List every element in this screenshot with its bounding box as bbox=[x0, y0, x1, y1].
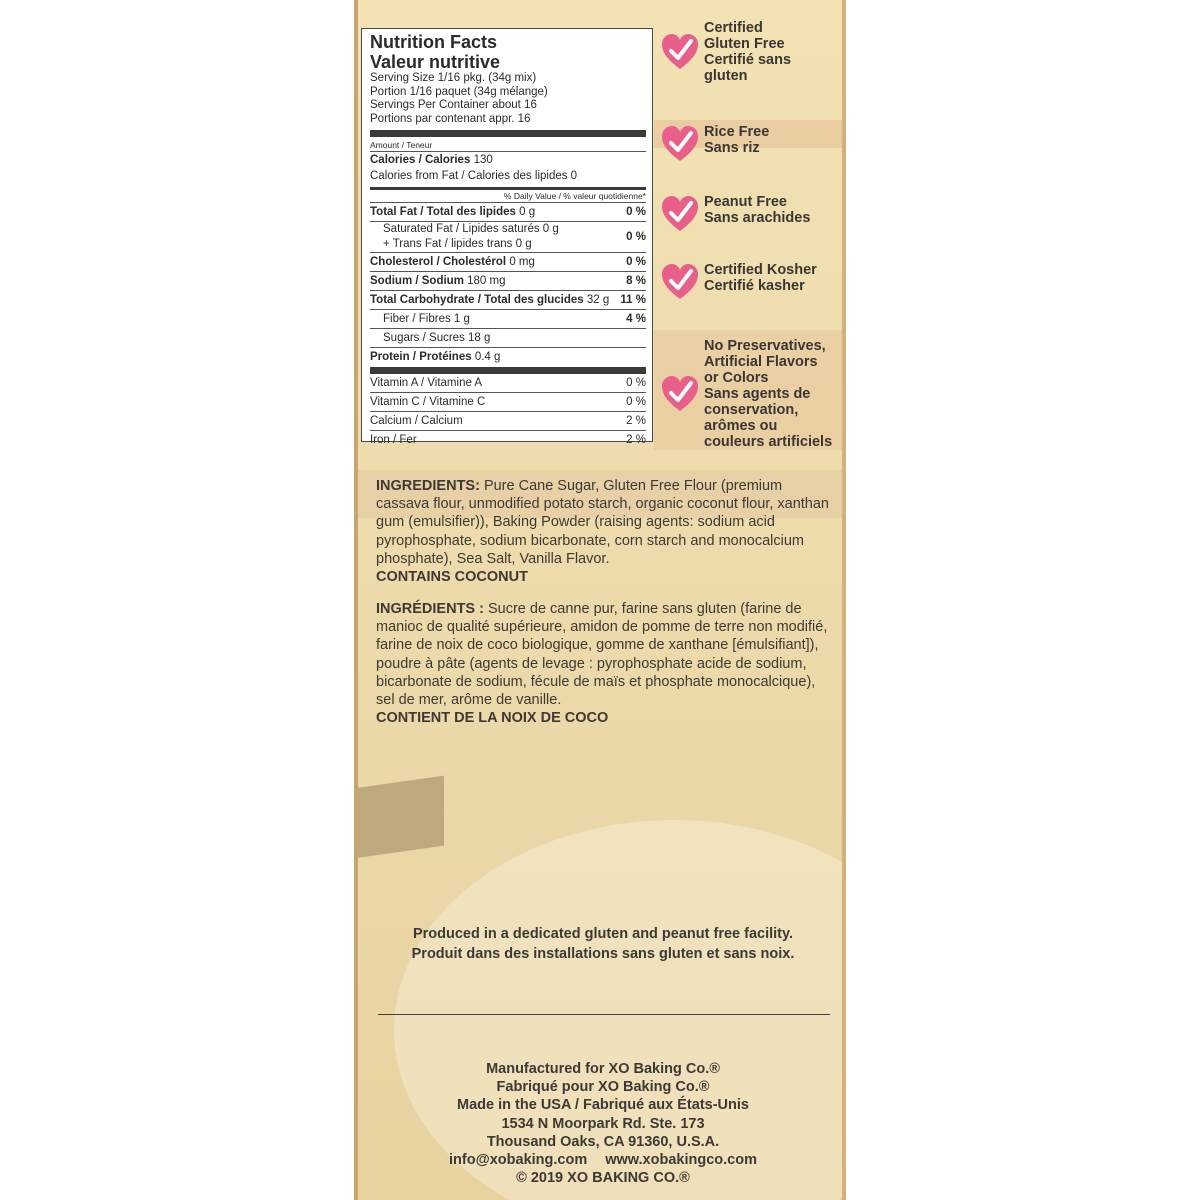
nutrient-dv: 11 % bbox=[620, 294, 646, 306]
heart-check-icon bbox=[660, 124, 700, 164]
nutrient-label: Sugars / Sucres 18 g bbox=[383, 332, 491, 344]
nutrient-label: Protein / Protéines bbox=[370, 351, 472, 363]
vitamin-label: Vitamin C / Vitamine C bbox=[370, 396, 486, 408]
address-line: Thousand Oaks, CA 91360, U.S.A. bbox=[486, 1133, 720, 1150]
ingredients-label: INGREDIENTS: bbox=[376, 478, 480, 494]
vitamin-dv: 2 % bbox=[626, 434, 646, 446]
claim-gluten-free bbox=[660, 20, 850, 84]
copyright: © 2019 XO BAKING CO.® bbox=[516, 1170, 690, 1187]
claim-line: Peanut Free bbox=[704, 194, 787, 210]
amount-label: Amount / Teneur bbox=[370, 140, 433, 150]
claim-line: Certified Kosher bbox=[704, 262, 817, 278]
divider-line bbox=[378, 1014, 830, 1015]
heart-check-icon bbox=[660, 262, 700, 302]
ingredients-label: INGRÉDIENTS : bbox=[376, 601, 484, 617]
nutrient-label: Total Fat / Total des lipides bbox=[370, 206, 516, 218]
nutrient-label: Total Carbohydrate / Total des glucides bbox=[370, 294, 584, 306]
nutrient-amount: 0 mg bbox=[509, 256, 535, 268]
facility-line-en: Produced in a dedicated gluten and peanut free facility. bbox=[412, 926, 794, 942]
package-edge bbox=[354, 0, 358, 1200]
servings-per-container: Servings Per Container about 16 bbox=[370, 99, 537, 111]
claim-line: Certifié sans bbox=[704, 52, 792, 68]
nutrient-dv: 0 % bbox=[626, 206, 646, 218]
vitamin-row bbox=[370, 431, 646, 449]
allergen-statement: CONTAINS COCONUT bbox=[376, 569, 528, 586]
vitamin-row bbox=[370, 412, 646, 430]
nutrient-row bbox=[370, 291, 646, 309]
nutrient-row bbox=[370, 272, 646, 290]
divider bbox=[370, 367, 646, 374]
facility-line-fr: Produit dans des installations sans gluten et sans noix. bbox=[411, 946, 795, 962]
nutrient-label: Sodium / Sodium bbox=[370, 275, 464, 287]
calories-label: Calories / Calories bbox=[370, 154, 471, 166]
nutrient-label: Cholesterol / Cholestérol bbox=[370, 256, 507, 268]
vitamin-label: Calcium / Calcium bbox=[370, 415, 463, 427]
allergen-statement: CONTIENT DE LA NOIX DE COCO bbox=[376, 710, 609, 727]
nutrient-row bbox=[370, 348, 646, 366]
nutrient-row bbox=[370, 253, 646, 271]
claim-peanut-free bbox=[660, 194, 850, 234]
manufacturer-line: Made in the USA / Fabriqué aux États-Unis bbox=[457, 1097, 749, 1114]
calories-value: 130 bbox=[473, 154, 493, 166]
ingredients-text: Sucre de canne pur, farine sans gluten (farine de manioc de qualité supérieure, amidon de pomme de terre non modifié, farine de noix de coco biologique, gomme de xanthane [émulsifiant]), poudre à pâte (agents de levage : pyrophosphate acide de sodium, bicarbonate de sodium, fécule de maïs et phosphate monocalcique), sel de mer, arôme de vanille. bbox=[376, 601, 828, 709]
contact-row bbox=[360, 1151, 846, 1169]
claim-line: arômes ou bbox=[704, 418, 778, 434]
heart-check-icon bbox=[660, 194, 700, 234]
facility-statement bbox=[360, 924, 846, 964]
nutrient-row bbox=[370, 203, 646, 221]
claim-line: Gluten Free bbox=[704, 36, 785, 52]
calories-row bbox=[370, 152, 646, 168]
claim-line: conservation, bbox=[704, 402, 799, 418]
nutrient-amount: 180 mg bbox=[467, 275, 506, 287]
claim-line: Artificial Flavors bbox=[704, 354, 818, 370]
vitamin-label: Iron / Fer bbox=[370, 434, 417, 446]
claim-line: Sans riz bbox=[704, 140, 760, 156]
claim-line: gluten bbox=[704, 68, 748, 84]
daily-value-header: % Daily Value / % valeur quotidienne* bbox=[503, 191, 646, 201]
servings-per-container-fr: Portions par contenant appr. 16 bbox=[370, 112, 531, 125]
serving-size: Serving Size 1/16 pkg. (34g mix) bbox=[370, 72, 537, 84]
claim-no-preservatives bbox=[660, 338, 850, 450]
website: www.xobakingco.com bbox=[605, 1152, 757, 1169]
vitamin-label: Vitamin A / Vitamine A bbox=[370, 377, 483, 389]
nutrient-amount: 32 g bbox=[586, 294, 610, 306]
vitamin-dv: 2 % bbox=[626, 415, 646, 427]
claim-line: Sans arachides bbox=[704, 210, 811, 226]
ingredients-text: Pure Cane Sugar, Gluten Free Flour (premium cassava flour, unmodified potato starch, organic coconut flour, xanthan gum (emulsifier)), Baking Powder (raising agents: sodium acid pyrophosphate, sodium bicarbonate, corn starch and monocalcium phosphate), Sea Salt, Vanilla Flavor. bbox=[376, 478, 829, 567]
fat-subrows bbox=[370, 222, 646, 252]
ingredients-french bbox=[376, 600, 836, 727]
claim-rice-free bbox=[660, 124, 850, 164]
nutrient-label: Saturated Fat / Lipides saturés 0 g bbox=[383, 223, 559, 235]
nutrition-title-fr: Valeur nutritive bbox=[370, 52, 501, 72]
nutrient-amount: 0 g bbox=[519, 206, 536, 218]
nutrient-dv: 4 % bbox=[626, 313, 646, 325]
nutrient-label: + Trans Fat / lipides trans 0 g bbox=[383, 238, 532, 250]
nutrient-row bbox=[370, 329, 646, 347]
claim-line: Sans agents de bbox=[704, 386, 811, 402]
claim-line: Rice Free bbox=[704, 124, 770, 140]
nutrient-label: Fiber / Fibres 1 g bbox=[383, 313, 470, 325]
fat-calories: Calories from Fat / Calories des lipides 0 bbox=[370, 170, 578, 182]
shadow-shape bbox=[354, 776, 444, 859]
heart-check-icon bbox=[660, 20, 700, 84]
vitamin-dv: 0 % bbox=[626, 396, 646, 408]
divider bbox=[370, 130, 646, 137]
manufacturer-line: Manufactured for XO Baking Co.® bbox=[486, 1061, 720, 1077]
address-line: 1534 N Moorpark Rd. Ste. 173 bbox=[501, 1115, 705, 1132]
nutrient-dv: 0 % bbox=[626, 256, 646, 268]
nutrition-title-en: Nutrition Facts bbox=[370, 32, 498, 52]
claim-line: No Preservatives, bbox=[704, 338, 826, 354]
nutrient-amount: 0.4 g bbox=[474, 351, 501, 363]
claim-kosher bbox=[660, 262, 850, 302]
manufacturer-info bbox=[360, 1060, 846, 1187]
vitamin-row bbox=[370, 374, 646, 392]
nutrient-dv: 0 % bbox=[626, 231, 646, 243]
package-edge bbox=[842, 0, 846, 1200]
email-address: info@xobaking.com bbox=[449, 1152, 588, 1169]
nutrient-dv: 8 % bbox=[626, 275, 646, 287]
vitamin-dv: 0 % bbox=[626, 377, 646, 389]
serving-size-fr: Portion 1/16 paquet (34g mélange) bbox=[370, 85, 548, 98]
claim-line: or Colors bbox=[704, 370, 769, 386]
manufacturer-line: Fabriqué pour XO Baking Co.® bbox=[496, 1079, 710, 1096]
ingredients-english bbox=[376, 477, 836, 586]
claim-line: Certifié kasher bbox=[704, 278, 805, 294]
nutrient-row bbox=[370, 310, 646, 328]
nutrition-facts-table bbox=[361, 28, 653, 446]
vitamin-row bbox=[370, 393, 646, 411]
heart-check-icon bbox=[660, 338, 700, 450]
claim-line: Certified bbox=[704, 20, 763, 36]
claim-line: couleurs artificiels bbox=[704, 434, 833, 450]
